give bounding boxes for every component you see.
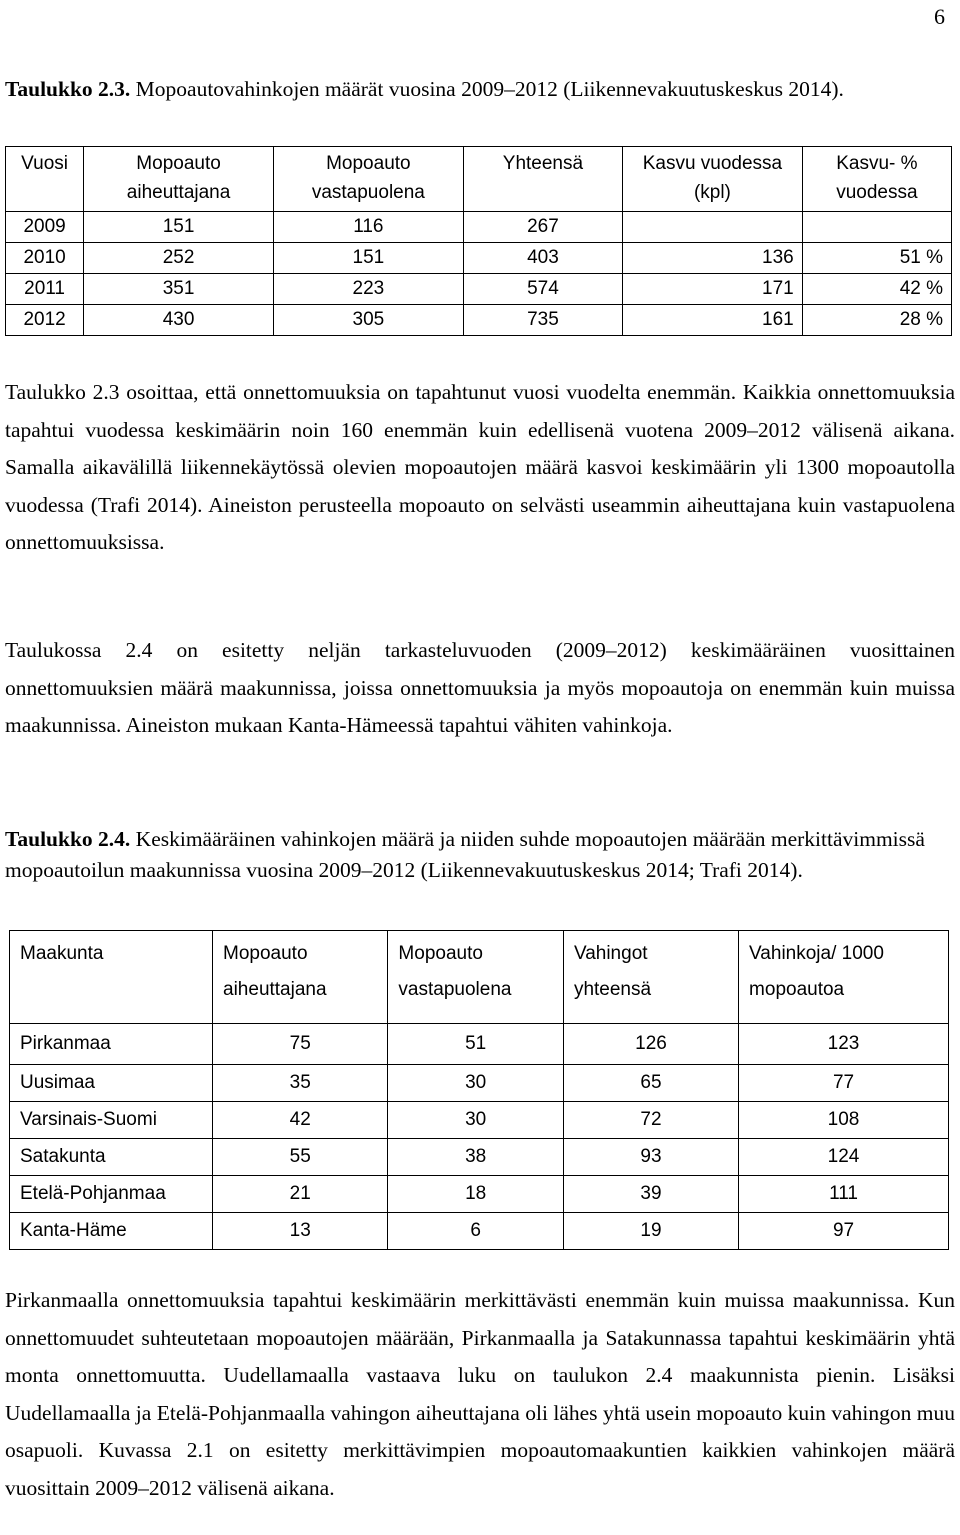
table2-header-cell: Mopoauto aiheuttajana (213, 931, 388, 1024)
table-cell (623, 212, 803, 243)
table-cell: 151 (273, 243, 463, 274)
table-cell: 161 (623, 305, 803, 336)
table-row (6, 243, 952, 274)
table-row (10, 1176, 949, 1213)
table2-header-cell: Vahinkoja/ 1000 mopoautoa (739, 931, 949, 1024)
table-cell: 30 (388, 1065, 564, 1102)
table-cell: 735 (463, 305, 622, 336)
table-cell: Pirkanmaa (10, 1024, 213, 1065)
table2-caption-label: Taulukko 2.4. (5, 827, 131, 851)
table-cell: 267 (463, 212, 622, 243)
paragraph: Taulukko 2.3 osoittaa, että onnettomuuksia on tapahtunut vuosi vuodelta enemmän. Kaikkia onnettomuuksia tapahtui vuodessa keskimäärin noin 160 enemmän kuin edellisenä vuotena 2009–2012 välisenä aikana. Samalla aikavälillä liikennekäytössä olevien mopoautojen määrä kasvoi keskimäärin yli 1300 mopoautolla vuodessa (Trafi 2014). Aineiston perusteella mopoauto on selvästi useammin aiheuttajana kuin vastapuolena onnettomuuksissa. (5, 380, 955, 554)
table1-header-cell: Kasvu vuodessa (kpl) (623, 147, 803, 212)
table-cell: 2009 (6, 212, 84, 243)
table-cell: 38 (388, 1139, 564, 1176)
table-cell: 111 (739, 1176, 949, 1213)
table-cell: 35 (213, 1065, 388, 1102)
table-cell: Uusimaa (10, 1065, 213, 1102)
table-cell: 351 (84, 274, 274, 305)
table-cell: 305 (273, 305, 463, 336)
table2-header-row (10, 931, 949, 1024)
page-number: 6 (934, 4, 945, 29)
table-cell: 97 (739, 1213, 949, 1250)
table1-header-cell: Vuosi (6, 147, 84, 212)
table-2-3 (5, 146, 952, 336)
table-cell: 126 (563, 1024, 738, 1065)
table-cell: 252 (84, 243, 274, 274)
table-cell: 51 (388, 1024, 564, 1065)
table-row (10, 1213, 949, 1250)
table-cell: 13 (213, 1213, 388, 1250)
table-cell: 108 (739, 1102, 949, 1139)
table-2-4 (9, 930, 949, 1250)
table-cell: 72 (563, 1102, 738, 1139)
table-cell: 403 (463, 243, 622, 274)
table1-header-row (6, 147, 952, 212)
table1-header-cell: Mopoauto aiheuttajana (84, 147, 274, 212)
table-row (6, 305, 952, 336)
table-cell: 151 (84, 212, 274, 243)
table-cell: 136 (623, 243, 803, 274)
table-cell: 223 (273, 274, 463, 305)
table-cell: 430 (84, 305, 274, 336)
table-cell: 39 (563, 1176, 738, 1213)
table2-header-cell: Vahingot yhteensä (563, 931, 738, 1024)
table1-caption (5, 74, 955, 105)
table1-header-cell: Mopoauto vastapuolena (273, 147, 463, 212)
table-cell: Satakunta (10, 1139, 213, 1176)
table-cell (802, 212, 951, 243)
table-cell: 65 (563, 1065, 738, 1102)
table-cell: 93 (563, 1139, 738, 1176)
table-cell: 123 (739, 1024, 949, 1065)
table-cell: 2012 (6, 305, 84, 336)
paragraph: Taulukossa 2.4 on esitetty neljän tarkasteluvuoden (2009–2012) keskimääräinen vuosittainen onnettomuuksien määrä maakunnissa, joissa onnettomuuksia ja myös mopoautoja on enemmän kuin muissa maakunnissa. Aineiston mukaan Kanta-Hämeessä tapahtui vähiten vahinkoja. (5, 638, 955, 737)
table-cell: 18 (388, 1176, 564, 1213)
table-row (10, 1024, 949, 1065)
paragraph: Pirkanmaalla onnettomuuksia tapahtui keskimäärin merkittävästi enemmän kuin muissa maakunnissa. Kun onnettomuudet suhteutetaan mopoautojen määrään, Pirkanmaalla ja Satakunnassa tapahtui keskimäärin yhtä monta onnettomuutta. Uudellamaalla vastaava luku on taulukon 2.4 maakunnista pienin. Lisäksi Uudellamaalla ja Etelä-Pohjanmaalla vahingon aiheuttajana oli lähes yhtä usein mopoauto kuin vahingon muu osapuoli. Kuvassa 2.1 on esitetty merkittävimpien mopoautomaakuntien kaikkien vahinkojen määrä vuosittain 2009–2012 välisenä aikana. (5, 1288, 955, 1500)
table-cell: Kanta-Häme (10, 1213, 213, 1250)
table1-caption-text: Mopoautovahinkojen määrät vuosina 2009–2012 (Liikennevakuutuskeskus 2014). (130, 77, 844, 101)
table-row (6, 212, 952, 243)
table-cell: 19 (563, 1213, 738, 1250)
table2-caption-text: Keskimääräinen vahinkojen määrä ja niiden suhde mopoautojen määrään merkittävimmissä mopoautoilun maakunnissa vuosina 2009–2012 (Liikennevakuutuskeskus 2014; Trafi 2014). (5, 827, 925, 882)
table-cell: 55 (213, 1139, 388, 1176)
table-row (10, 1139, 949, 1176)
table-cell: 51 % (802, 243, 951, 274)
table2-header-cell: Mopoauto vastapuolena (388, 931, 564, 1024)
table-row (6, 274, 952, 305)
table-cell: 28 % (802, 305, 951, 336)
table1-header-cell: Kasvu- % vuodessa (802, 147, 951, 212)
table-cell: 6 (388, 1213, 564, 1250)
table2-caption (5, 824, 955, 886)
table-cell: 2011 (6, 274, 84, 305)
table-row (10, 1065, 949, 1102)
table-cell: 116 (273, 212, 463, 243)
table-cell: 124 (739, 1139, 949, 1176)
table-cell: 21 (213, 1176, 388, 1213)
table-cell: 42 % (802, 274, 951, 305)
table1-caption-label: Taulukko 2.3. (5, 77, 131, 101)
table1-header-cell: Yhteensä (463, 147, 622, 212)
table-cell: 42 (213, 1102, 388, 1139)
table-cell: Varsinais-Suomi (10, 1102, 213, 1139)
table-cell: 75 (213, 1024, 388, 1065)
table-row (10, 1102, 949, 1139)
table-cell: 574 (463, 274, 622, 305)
table-cell: 171 (623, 274, 803, 305)
table-cell: Etelä-Pohjanmaa (10, 1176, 213, 1213)
table2-header-cell: Maakunta (10, 931, 213, 1024)
table-cell: 2010 (6, 243, 84, 274)
table-cell: 30 (388, 1102, 564, 1139)
table-cell: 77 (739, 1065, 949, 1102)
